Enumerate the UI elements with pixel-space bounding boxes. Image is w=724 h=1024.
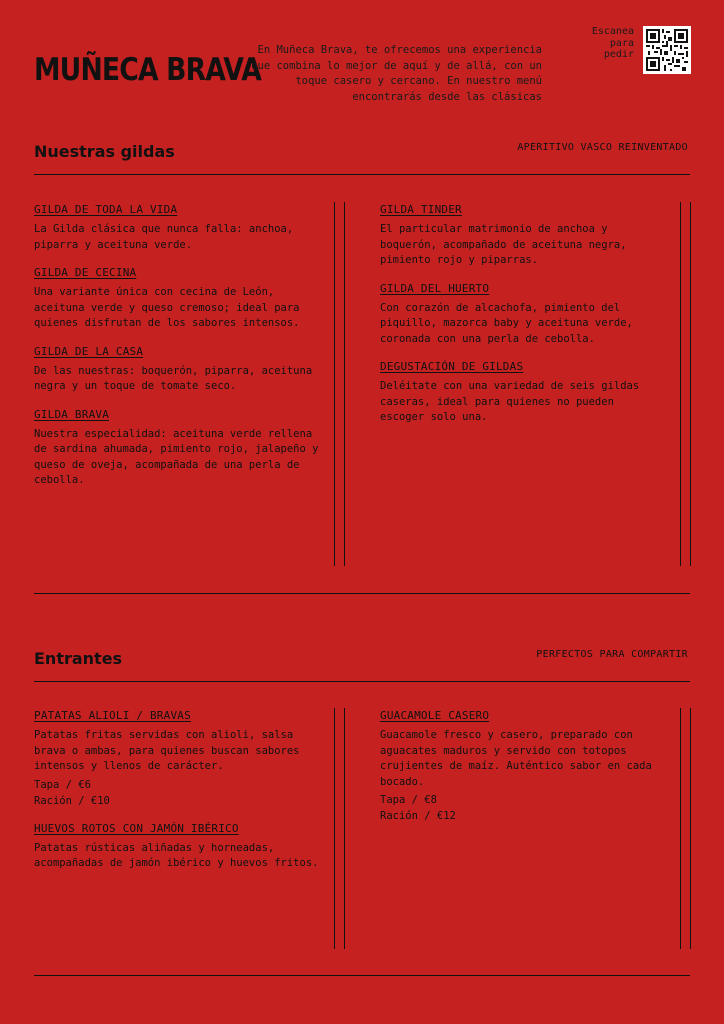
column-divider xyxy=(344,202,345,566)
menu-item-name: GILDA DE TODA LA VIDA xyxy=(34,203,178,216)
menu-item-description: Nuestra especialidad: aceituna verde rellena de sardina ahumada, pimiento rojo, jalapeño y queso de oveja, acompañada de una perla de cebolla. xyxy=(34,427,319,486)
price-tapa: Tapa / €6 xyxy=(34,778,91,791)
menu-item-name: GILDA TINDER xyxy=(380,203,462,216)
divider xyxy=(34,174,690,175)
qr-code-icon[interactable] xyxy=(643,26,691,74)
menu-item-description: La Gilda clásica que nunca falla: anchoa, piparra y aceituna verde. xyxy=(34,223,294,251)
scan-to-order-label: Escanea para pedir xyxy=(591,26,634,60)
entrantes-left-column xyxy=(34,709,324,885)
menu-item-name: GUACAMOLE CASERO xyxy=(380,709,490,722)
menu-item-description: El particular matrimonio de anchoa y boquerón, acompañado de aceituna negra, pimiento rojo y piparras. xyxy=(380,223,627,266)
menu-item-name: DEGUSTACIÓN DE GILDAS xyxy=(380,360,524,373)
menu-item xyxy=(34,709,324,809)
menu-item xyxy=(34,203,324,253)
divider xyxy=(34,681,690,682)
menu-item xyxy=(34,345,324,395)
menu-item xyxy=(380,203,655,269)
price-racion: Ración / €12 xyxy=(380,810,456,822)
menu-item-name: HUEVOS ROTOS CON JAMÓN IBÉRICO xyxy=(34,821,239,835)
column-divider xyxy=(690,708,691,949)
gildas-right-column xyxy=(380,203,655,439)
menu-item-name: GILDA DE CECINA xyxy=(34,266,137,279)
column-divider xyxy=(680,708,681,949)
menu-item xyxy=(34,266,324,332)
column-divider xyxy=(690,202,691,566)
menu-item-description: Deléitate con una variedad de seis gildas caseras, ideal para quienes no pueden escoger solo una. xyxy=(380,380,640,423)
section-tag-gildas: APERITIVO VASCO REINVENTADO xyxy=(517,142,688,153)
menu-item-description: De las nuestras: boquerón, piparra, aceituna negra y un toque de tomate seco. xyxy=(34,364,313,392)
entrantes-right-column xyxy=(380,709,655,837)
section-title-entrantes: Entrantes xyxy=(34,649,123,668)
menu-item xyxy=(380,709,655,824)
price-racion: Ración / €10 xyxy=(34,794,110,807)
menu-item-description: Patatas rústicas aliñadas y horneadas, acompañadas de jamón ibérico y huevos fritos. xyxy=(34,841,319,869)
menu-item-name: GILDA DE LA CASA xyxy=(34,344,144,358)
menu-item-name: PATATAS ALIOLI / BRAVAS xyxy=(34,709,191,722)
menu-item xyxy=(380,282,655,348)
menu-item-name: GILDA DEL HUERTO xyxy=(380,281,490,295)
price-tapa: Tapa / €8 xyxy=(380,794,437,806)
section-title-gildas: Nuestras gildas xyxy=(34,142,175,161)
divider xyxy=(34,975,690,976)
brand-logo: MUÑECA BRAVA xyxy=(34,52,261,88)
divider xyxy=(34,593,690,594)
menu-item xyxy=(34,408,324,489)
column-divider xyxy=(680,202,681,566)
menu-item-description: Con corazón de alcachofa, pimiento del piquillo, mazorca baby y aceituna verde, coronada con una perla de cebolla. xyxy=(380,301,633,345)
column-divider xyxy=(334,202,335,566)
menu-item-description: Una variante única con cecina de León, aceituna verde y queso cremoso; ideal para quienes disfrutan de los sabores intensos. xyxy=(34,286,300,329)
section-tag-entrantes: PERFECTOS PARA COMPARTIR xyxy=(536,649,688,660)
column-divider xyxy=(334,708,335,949)
gildas-left-column xyxy=(34,203,324,502)
menu-item-description: Guacamole fresco y casero, preparado con aguacates maduros y servido con totopos crujientes de maíz. Auténtico sabor en cada bocado. xyxy=(380,729,652,788)
menu-item-name: GILDA BRAVA xyxy=(34,407,110,421)
column-divider xyxy=(344,708,345,949)
menu-item xyxy=(380,360,655,426)
menu-item xyxy=(34,822,324,872)
menu-item-description: Patatas fritas servidas con alioli, salsa brava o ambas, para quienes buscan sabores intensos y llenos de carácter. xyxy=(34,729,300,772)
intro-text: En Muñeca Brava, te ofrecemos una experiencia que combina lo mejor de aquí y de allá, con un toque casero y cercano. En nuestro menú encontrarás desde las clásicas xyxy=(251,44,542,103)
